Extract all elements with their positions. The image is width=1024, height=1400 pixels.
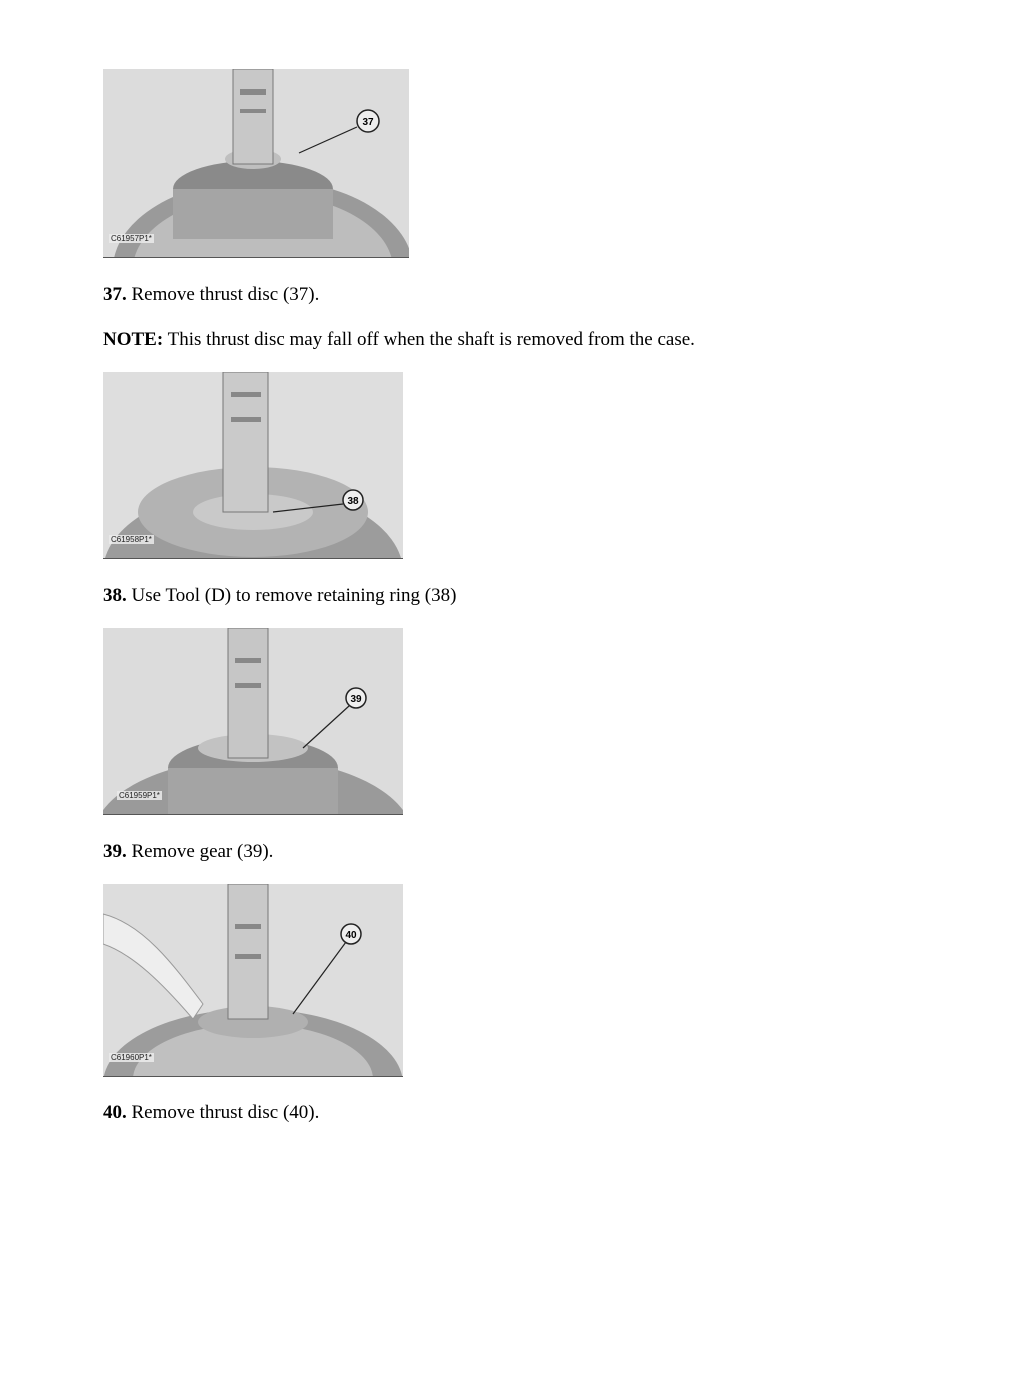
step-37 (103, 284, 319, 306)
note-label: NOTE: (103, 329, 164, 350)
note-text: This thrust disc may fall off when the shaft is removed from the case. (167, 329, 695, 350)
step-40 (103, 1102, 319, 1124)
figure-step-39 (103, 628, 403, 815)
step-number: 40. (103, 1102, 127, 1123)
figure-code: C61958P1* (111, 535, 152, 544)
figure-step-37 (103, 69, 409, 258)
step-number: 38. (103, 585, 127, 606)
step-38 (103, 585, 456, 607)
figure-39-photo (103, 628, 403, 814)
step-39 (103, 841, 273, 863)
figure-37-photo (103, 69, 409, 257)
callout-label: 37 (362, 117, 374, 128)
figure-40-photo (103, 884, 403, 1076)
figure-step-38 (103, 372, 403, 559)
step-text: Remove thrust disc (37). (131, 284, 320, 305)
step-text: Use Tool (D) to remove retaining ring (38) (131, 585, 457, 606)
step-text: Remove gear (39). (131, 841, 274, 862)
step-text: Remove thrust disc (40). (131, 1102, 320, 1123)
step-number: 37. (103, 284, 127, 305)
step-number: 39. (103, 841, 127, 862)
callout-label: 39 (350, 694, 362, 705)
note (103, 329, 695, 351)
figure-code: C61960P1* (111, 1053, 152, 1062)
callout-label: 38 (347, 496, 359, 507)
callout-label: 40 (345, 930, 357, 941)
figure-code: C61959P1* (119, 791, 160, 800)
figure-step-40 (103, 884, 403, 1077)
figure-code: C61957P1* (111, 234, 152, 243)
figure-38-photo (103, 372, 403, 558)
